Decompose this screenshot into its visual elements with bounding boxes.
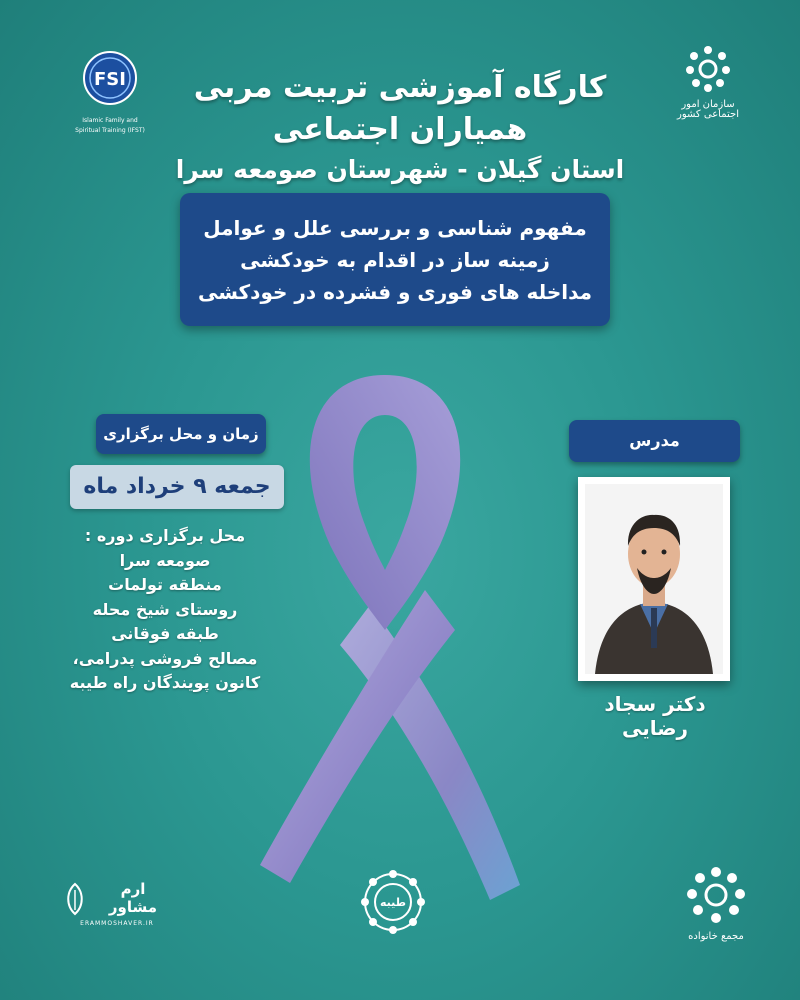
title-line-3: استان گیلان - شهرستان صومعه سرا bbox=[175, 155, 625, 184]
title-line-2: همیاران اجتماعی bbox=[272, 112, 528, 147]
venue-text bbox=[40, 524, 290, 696]
venue-line: محل برگزاری دوره : bbox=[84, 526, 246, 545]
teacher-label: مدرس bbox=[569, 420, 740, 462]
rosette-icon bbox=[676, 864, 756, 936]
venue-line: صومعه سرا bbox=[119, 550, 211, 570]
topic-box bbox=[180, 193, 610, 326]
eram-url: ERAMMOSHAVER.IR bbox=[80, 920, 154, 927]
ifst-caption: Islamic Family and Spiritual Training (IFST) bbox=[75, 117, 145, 134]
teacher-name: دکتر سجاد رضایی bbox=[604, 692, 706, 740]
leaf-icon bbox=[62, 880, 88, 916]
topic-line: زمینه ساز در اقدام به خودکشی bbox=[240, 247, 550, 272]
tayebe-caption: طیبه bbox=[379, 896, 407, 909]
eram-name: ارم مشاور bbox=[108, 880, 158, 916]
social-affairs-caption: سازمان امور اجتماعی کشور bbox=[677, 99, 739, 120]
teacher-portrait-icon bbox=[585, 484, 723, 674]
venue-line: روستای شیخ محله bbox=[92, 599, 238, 619]
venue-line: کانون پویندگان راه طیبه bbox=[69, 673, 261, 692]
title-line-1: کارگاه آموزشی تربیت مربی bbox=[193, 70, 607, 105]
family-assembly-caption: مجمع خانواده bbox=[688, 931, 744, 942]
topic-line: مفهوم شناسی و بررسی علل و عوامل bbox=[203, 215, 587, 240]
teacher-photo bbox=[578, 477, 730, 681]
venue-line: طبقه فوقانی bbox=[111, 624, 219, 643]
venue-line: مصالح فروشی پدرامی، bbox=[72, 648, 258, 668]
topic-line: مداخله های فوری و فشرده در خودکشی bbox=[197, 279, 593, 304]
date-box: جمعه ۹ خرداد ماه bbox=[70, 465, 284, 509]
tayebe-logo bbox=[358, 862, 428, 946]
ifst-mark: FSI bbox=[94, 69, 126, 90]
venue-line: منطقه تولمات bbox=[108, 575, 222, 594]
flower-emblem-icon bbox=[358, 862, 428, 942]
eram-moshaver-logo bbox=[62, 880, 172, 927]
schedule-label: زمان و محل برگزاری bbox=[96, 414, 266, 454]
family-assembly-logo bbox=[676, 864, 756, 942]
